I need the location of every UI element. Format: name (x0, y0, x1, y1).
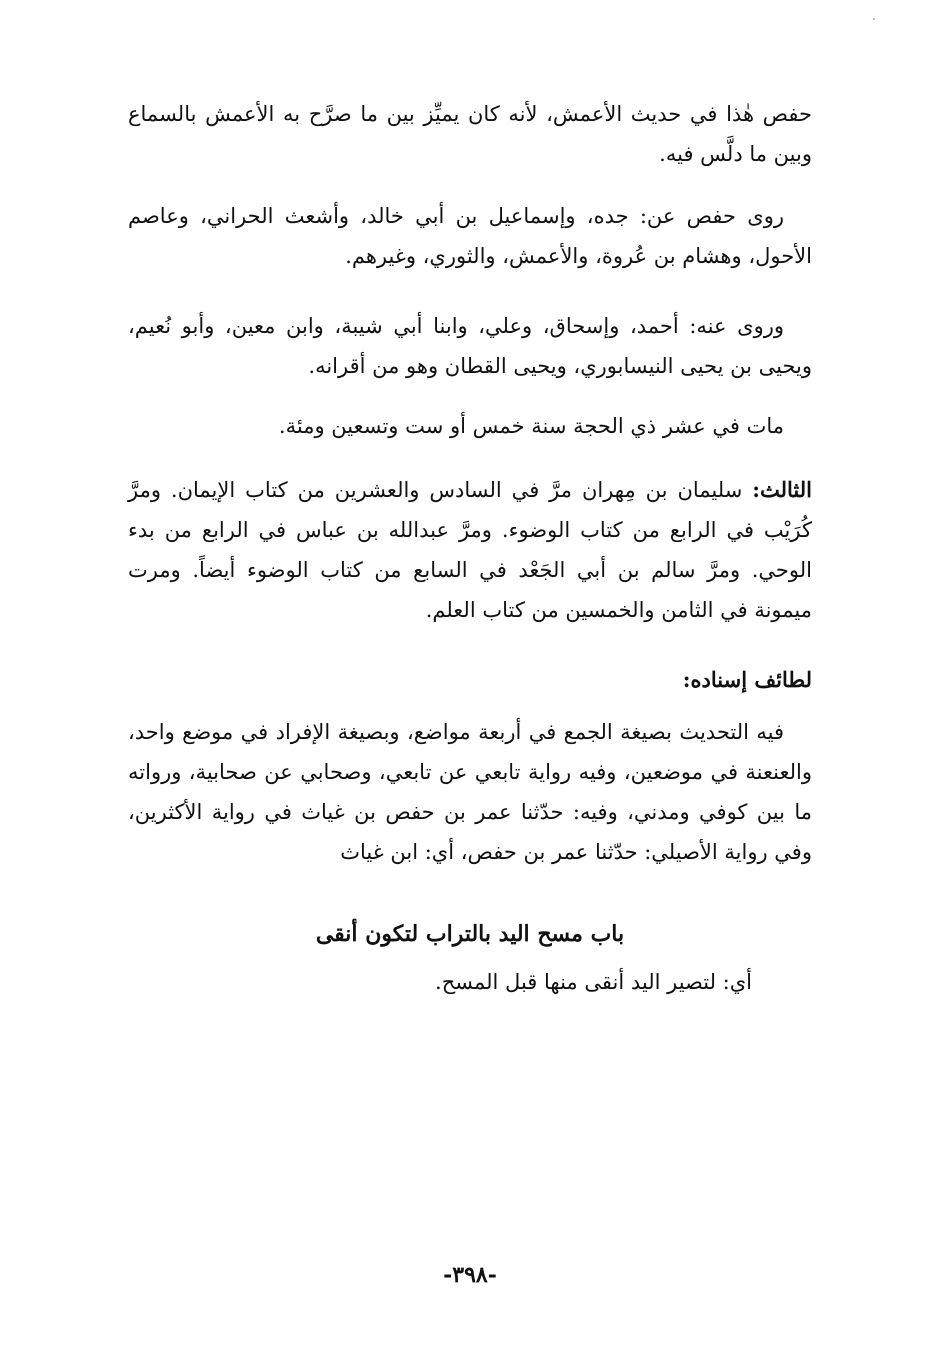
chapter-title: باب مسح اليد بالتراب لتكون أنقى (315, 921, 625, 947)
paragraph-narrated-from (128, 196, 812, 276)
paragraph-text: مات في عشر ذي الحجة سنة خمس أو ست وتسعين ومئة. (278, 414, 784, 438)
paragraph-text (128, 470, 812, 630)
paragraph-isnad-notes (128, 712, 812, 872)
section-heading-isnad: لطائف إسناده: (682, 667, 812, 692)
paragraph-text: وروى عنه: أحمد، وإسحاق، وعلي، وابنا أبي شيبة، وابن معين، وأبو نُعيم، ويحيى بن يحيى النيسابوري، ويحيى القطان وهو من أقرانه. (128, 314, 812, 378)
paragraph-text: روى حفص عن: جده، وإسماعيل بن أبي خالد، وأشعث الحراني، وعاصم الأحول، وهشام بن عُروة، والأعمش، والثوري، وغيرهم. (128, 204, 812, 268)
paragraph-text: فيه التحديث بصيغة الجمع في أربعة مواضع، وبصيغة الإفراد في موضع واحد، والعنعنة في موضعين، وفيه رواية تابعي عن تابعي، وصحابي عن صحابية، ورواته ما بين كوفي ومدني، وفيه: حدّثنا عمر بن حفص بن غياث في رواية الأكثرين، وفي رواية الأصيلي: حدّثنا عمر بن حفص، أي: ابن غياث (128, 720, 812, 864)
paragraph-narrated-by (128, 306, 812, 386)
paragraph-hafs-intro (128, 94, 812, 174)
page-number: -٣٩٨- (443, 1262, 497, 1288)
paragraph-lead-word: الثالث: (752, 477, 812, 502)
paragraph-third-narrator (128, 470, 812, 630)
paragraph-text: حفص هٰذا في حديث الأعمش، لأنه كان يميِّز بين ما صرَّح به الأعمش بالسماع وبين ما دلَّس فيه. (128, 102, 812, 166)
paragraph-body: سليمان بن مِهران مرَّ في السادس والعشرين من كتاب الإيمان. ومرَّ كُرَيْب في الرابع من كتاب الوضوء. ومرَّ عبدالله بن عباس في الرابع من بدء الوحي. ومرَّ سالم بن أبي الجَعْد في السابع من كتاب الوضوء أيضاً. ومرت ميمونة في الثامن والخمسين من كتاب العلم. (128, 478, 812, 622)
paragraph-death-date (128, 406, 812, 446)
chapter-explanation: أي: لتصير اليد أنقى منها قبل المسح. (435, 970, 752, 994)
scan-speck (873, 18, 875, 20)
